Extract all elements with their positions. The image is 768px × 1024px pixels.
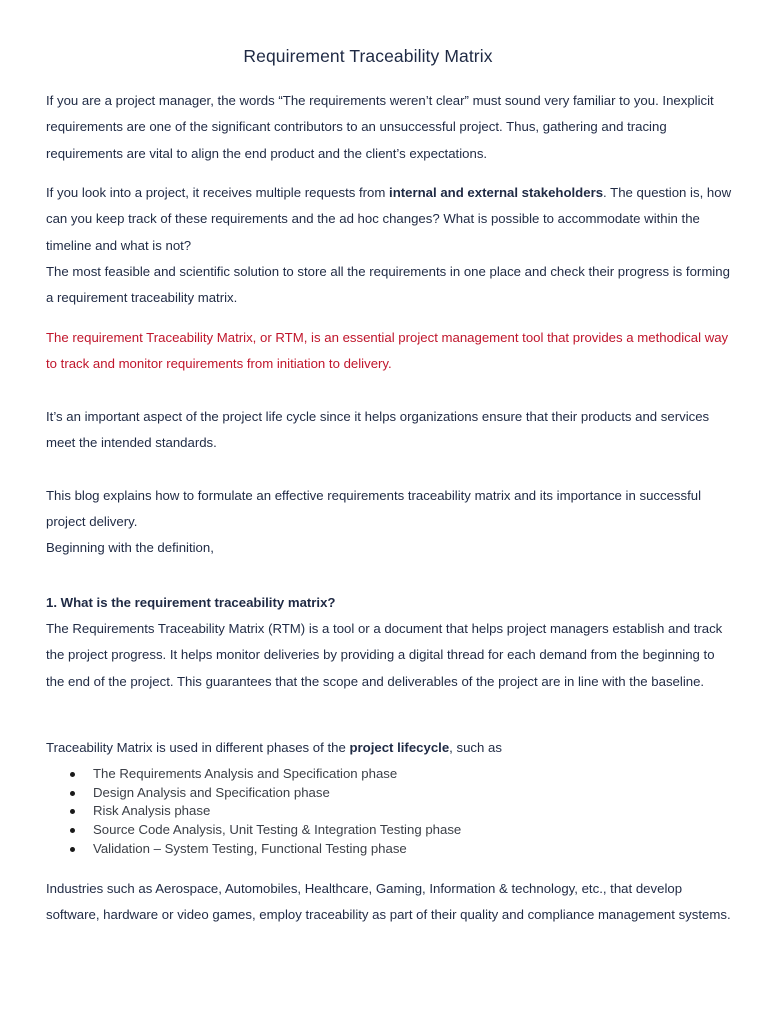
solution-paragraph: The most feasible and scientific solution to store all the requirements in one place and check their progress is forming a requirement traceability matrix.: [46, 264, 730, 306]
list-item: [46, 840, 646, 859]
definition-lead-in: Beginning with the definition,: [46, 540, 214, 555]
list-item-label: Design Analysis and Specification phase: [93, 784, 330, 800]
rtm-explanation-paragraph: The Requirements Traceability Matrix (RTM) is a tool or a document that helps project managers establish and track the project progress. It helps monitor deliveries by providing a digital thread for each demand from the beginning to the end of the project. This guarantees that the scope and deliverables of the project are in line with the baseline.: [46, 621, 723, 689]
bullet-icon: [70, 809, 75, 814]
list-item-label: Source Code Analysis, Unit Testing & Integration Testing phase: [93, 822, 462, 838]
bullet-icon: [70, 772, 75, 777]
rtm-definition-highlight: The requirement Traceability Matrix, or RTM, is an essential project management tool that provides a methodical way to track and monitor requirements from initiation to delivery.: [46, 330, 729, 372]
lifecycle-text-before: Traceability Matrix is used in different phases of the: [46, 740, 350, 755]
lifecycle-text-after: , such as: [449, 740, 502, 755]
list-item-label: Risk Analysis phase: [93, 803, 211, 819]
stakeholders-text-after: . The question is, how can you keep track of these requirements and the ad hoc changes? What is possible to accommodate within the timeline and what is not?: [46, 185, 732, 253]
list-item-label: The Requirements Analysis and Specification phase: [93, 766, 398, 781]
bullet-icon: [70, 828, 75, 833]
bullet-icon: [70, 847, 75, 852]
list-item-label: Validation – System Testing, Functional Testing phase: [93, 840, 407, 856]
lifecycle-paragraph: [46, 735, 736, 761]
list-item: [46, 765, 646, 784]
stakeholders-text-before: If you look into a project, it receives multiple requests from: [46, 185, 390, 200]
phases-list: [46, 765, 646, 859]
lifecycle-bold-text: project lifecycle: [349, 740, 450, 755]
list-item: [46, 784, 646, 803]
document-title: Requirement Traceability Matrix: [243, 46, 493, 66]
intro-paragraph: If you are a project manager, the words “The requirements weren’t clear” must sound very familiar to you. Inexplicit requirements are one of the significant contributors to an unsuccessful project. Thus, gathering and tracing requirements are vital to align the end product and the client’s expectations.: [46, 93, 714, 161]
bullet-icon: [70, 791, 75, 796]
list-item: [46, 802, 646, 821]
blog-intro-paragraph: This blog explains how to formulate an effective requirements traceability matrix and its importance in successful project delivery.: [46, 488, 702, 530]
stakeholders-paragraph: [46, 180, 736, 259]
industries-paragraph: Industries such as Aerospace, Automobiles, Healthcare, Gaming, Information & technology, etc., that develop software, hardware or video games, employ traceability as part of their quality and compliance management systems.: [46, 881, 731, 923]
section-heading: 1. What is the requirement traceability matrix?: [46, 595, 336, 610]
importance-paragraph: It’s an important aspect of the project life cycle since it helps organizations ensure that their products and services meet the intended standards.: [46, 409, 710, 451]
list-item: [46, 821, 646, 840]
stakeholders-bold-text: internal and external stakeholders: [389, 185, 604, 200]
